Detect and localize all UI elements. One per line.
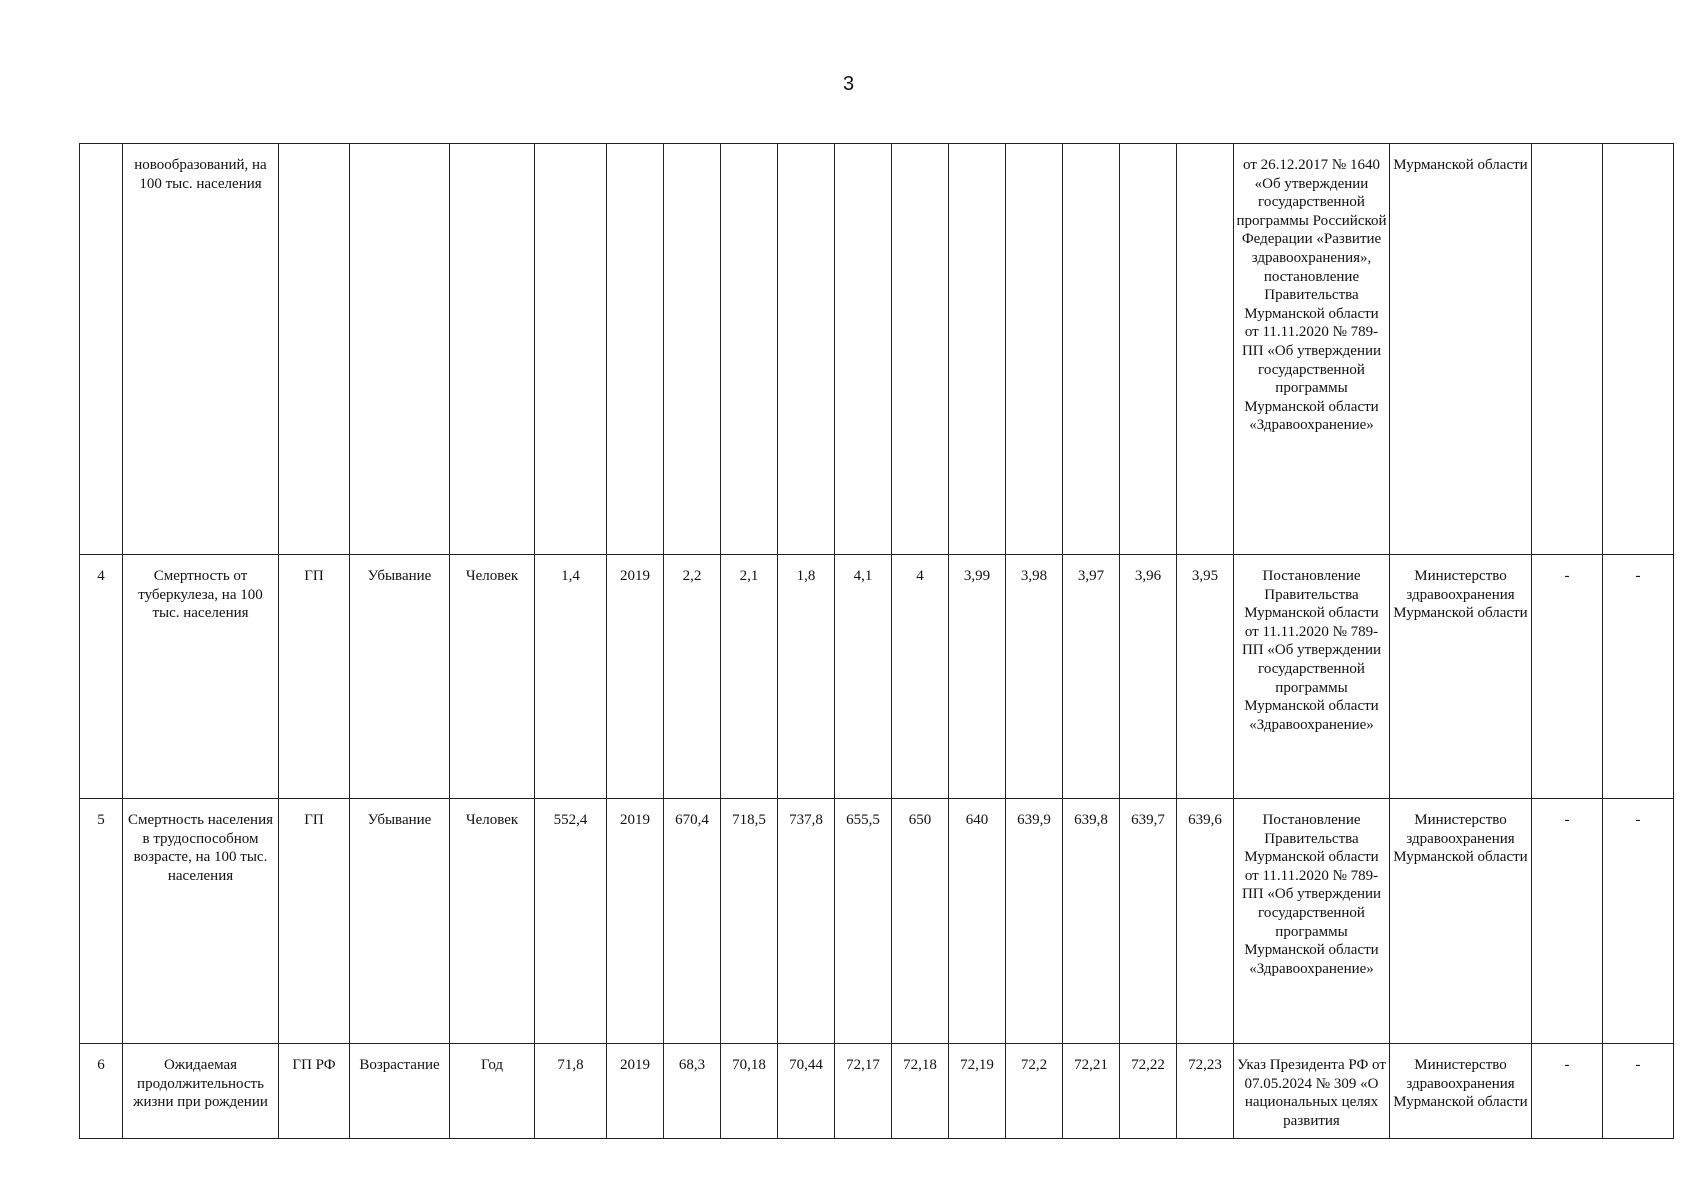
cell-link-1: - xyxy=(1532,555,1603,799)
cell-row-number: 5 xyxy=(80,799,123,1044)
cell-year-value: 72,19 xyxy=(949,1044,1006,1139)
cell-document: Постановление Правительства Мурманской области от 11.11.2020 № 789-ПП «Об утверждении государственной программы Мурманской области «Здравоохранение» xyxy=(1234,799,1390,1044)
cell-link-1: - xyxy=(1532,799,1603,1044)
cell-unit: Год xyxy=(450,1044,535,1139)
cell-link-2 xyxy=(1603,144,1674,555)
cell-year-value: 650 xyxy=(892,799,949,1044)
cell-year-value: 639,7 xyxy=(1120,799,1177,1044)
cell-year-value: 68,3 xyxy=(664,1044,721,1139)
cell-year-value xyxy=(1120,144,1177,555)
cell-base-value: 552,4 xyxy=(535,799,607,1044)
cell-year-value xyxy=(892,144,949,555)
cell-document: Указ Президента РФ от 07.05.2024 № 309 «О национальных целях развития xyxy=(1234,1044,1390,1139)
cell-indicator-name: новообразований, на 100 тыс. населения xyxy=(123,144,279,555)
cell-year-value: 72,17 xyxy=(835,1044,892,1139)
cell-year-value xyxy=(1063,144,1120,555)
cell-year-value: 640 xyxy=(949,799,1006,1044)
cell-year-value: 2,1 xyxy=(721,555,778,799)
cell-level xyxy=(279,144,350,555)
cell-year-value: 70,18 xyxy=(721,1044,778,1139)
cell-indicator-name: Смертность от туберкулеза, на 100 тыс. населения xyxy=(123,555,279,799)
cell-year-value: 72,18 xyxy=(892,1044,949,1139)
cell-responsible: Министерство здравоохранения Мурманской области xyxy=(1390,1044,1532,1139)
cell-year-value xyxy=(835,144,892,555)
cell-year-value: 72,21 xyxy=(1063,1044,1120,1139)
cell-base-value: 1,4 xyxy=(535,555,607,799)
cell-level: ГП xyxy=(279,799,350,1044)
cell-indicator-name: Смертность населения в трудоспособном возрасте, на 100 тыс. населения xyxy=(123,799,279,1044)
cell-year-value xyxy=(778,144,835,555)
cell-year-value: 737,8 xyxy=(778,799,835,1044)
cell-direction: Возрастание xyxy=(350,1044,450,1139)
cell-year-value: 3,98 xyxy=(1006,555,1063,799)
cell-direction xyxy=(350,144,450,555)
cell-year-value: 655,5 xyxy=(835,799,892,1044)
cell-row-number: 6 xyxy=(80,1044,123,1139)
cell-year-value xyxy=(1006,144,1063,555)
cell-link-2: - xyxy=(1603,799,1674,1044)
cell-row-number xyxy=(80,144,123,555)
cell-year-value: 72,2 xyxy=(1006,1044,1063,1139)
table-row xyxy=(80,1044,1674,1139)
cell-year-value: 670,4 xyxy=(664,799,721,1044)
table-row xyxy=(80,555,1674,799)
cell-year-value xyxy=(1177,144,1234,555)
cell-base-year: 2019 xyxy=(607,1044,664,1139)
cell-year-value xyxy=(721,144,778,555)
cell-year-value: 3,95 xyxy=(1177,555,1234,799)
table-row xyxy=(80,144,1674,555)
cell-link-2: - xyxy=(1603,555,1674,799)
cell-responsible: Министерство здравоохранения Мурманской области xyxy=(1390,799,1532,1044)
cell-base-year: 2019 xyxy=(607,555,664,799)
indicators-table xyxy=(79,143,1674,1139)
cell-year-value: 4,1 xyxy=(835,555,892,799)
cell-indicator-name: Ожидаемая продолжительность жизни при рождении xyxy=(123,1044,279,1139)
cell-direction: Убывание xyxy=(350,799,450,1044)
cell-year-value: 70,44 xyxy=(778,1044,835,1139)
cell-year-value: 639,9 xyxy=(1006,799,1063,1044)
cell-document: Постановление Правительства Мурманской области от 11.11.2020 № 789-ПП «Об утверждении государственной программы Мурманской области «Здравоохранение» xyxy=(1234,555,1390,799)
cell-year-value: 639,6 xyxy=(1177,799,1234,1044)
cell-base-year: 2019 xyxy=(607,799,664,1044)
cell-base-year xyxy=(607,144,664,555)
cell-unit: Человек xyxy=(450,799,535,1044)
cell-row-number: 4 xyxy=(80,555,123,799)
cell-year-value: 3,96 xyxy=(1120,555,1177,799)
cell-base-value: 71,8 xyxy=(535,1044,607,1139)
cell-year-value: 718,5 xyxy=(721,799,778,1044)
cell-direction: Убывание xyxy=(350,555,450,799)
cell-year-value: 72,22 xyxy=(1120,1044,1177,1139)
cell-responsible: Министерство здравоохранения Мурманской области xyxy=(1390,555,1532,799)
cell-responsible: Мурманской области xyxy=(1390,144,1532,555)
cell-unit: Человек xyxy=(450,555,535,799)
cell-unit xyxy=(450,144,535,555)
cell-year-value: 3,99 xyxy=(949,555,1006,799)
cell-document: от 26.12.2017 № 1640 «Об утверждении государственной программы Российской Федерации «Развитие здравоохранения», постановление Правительства Мурманской области от 11.11.2020 № 789-ПП «Об утверждении государственной программы Мурманской области «Здравоохранение» xyxy=(1234,144,1390,555)
cell-year-value: 1,8 xyxy=(778,555,835,799)
cell-level: ГП xyxy=(279,555,350,799)
cell-year-value xyxy=(949,144,1006,555)
cell-base-value xyxy=(535,144,607,555)
cell-year-value: 2,2 xyxy=(664,555,721,799)
cell-link-1: - xyxy=(1532,1044,1603,1139)
cell-link-1 xyxy=(1532,144,1603,555)
cell-link-2: - xyxy=(1603,1044,1674,1139)
cell-year-value: 72,23 xyxy=(1177,1044,1234,1139)
cell-year-value: 4 xyxy=(892,555,949,799)
cell-year-value xyxy=(664,144,721,555)
cell-level: ГП РФ xyxy=(279,1044,350,1139)
cell-year-value: 3,97 xyxy=(1063,555,1120,799)
page-number: 3 xyxy=(842,73,855,95)
table-row xyxy=(80,799,1674,1044)
cell-year-value: 639,8 xyxy=(1063,799,1120,1044)
